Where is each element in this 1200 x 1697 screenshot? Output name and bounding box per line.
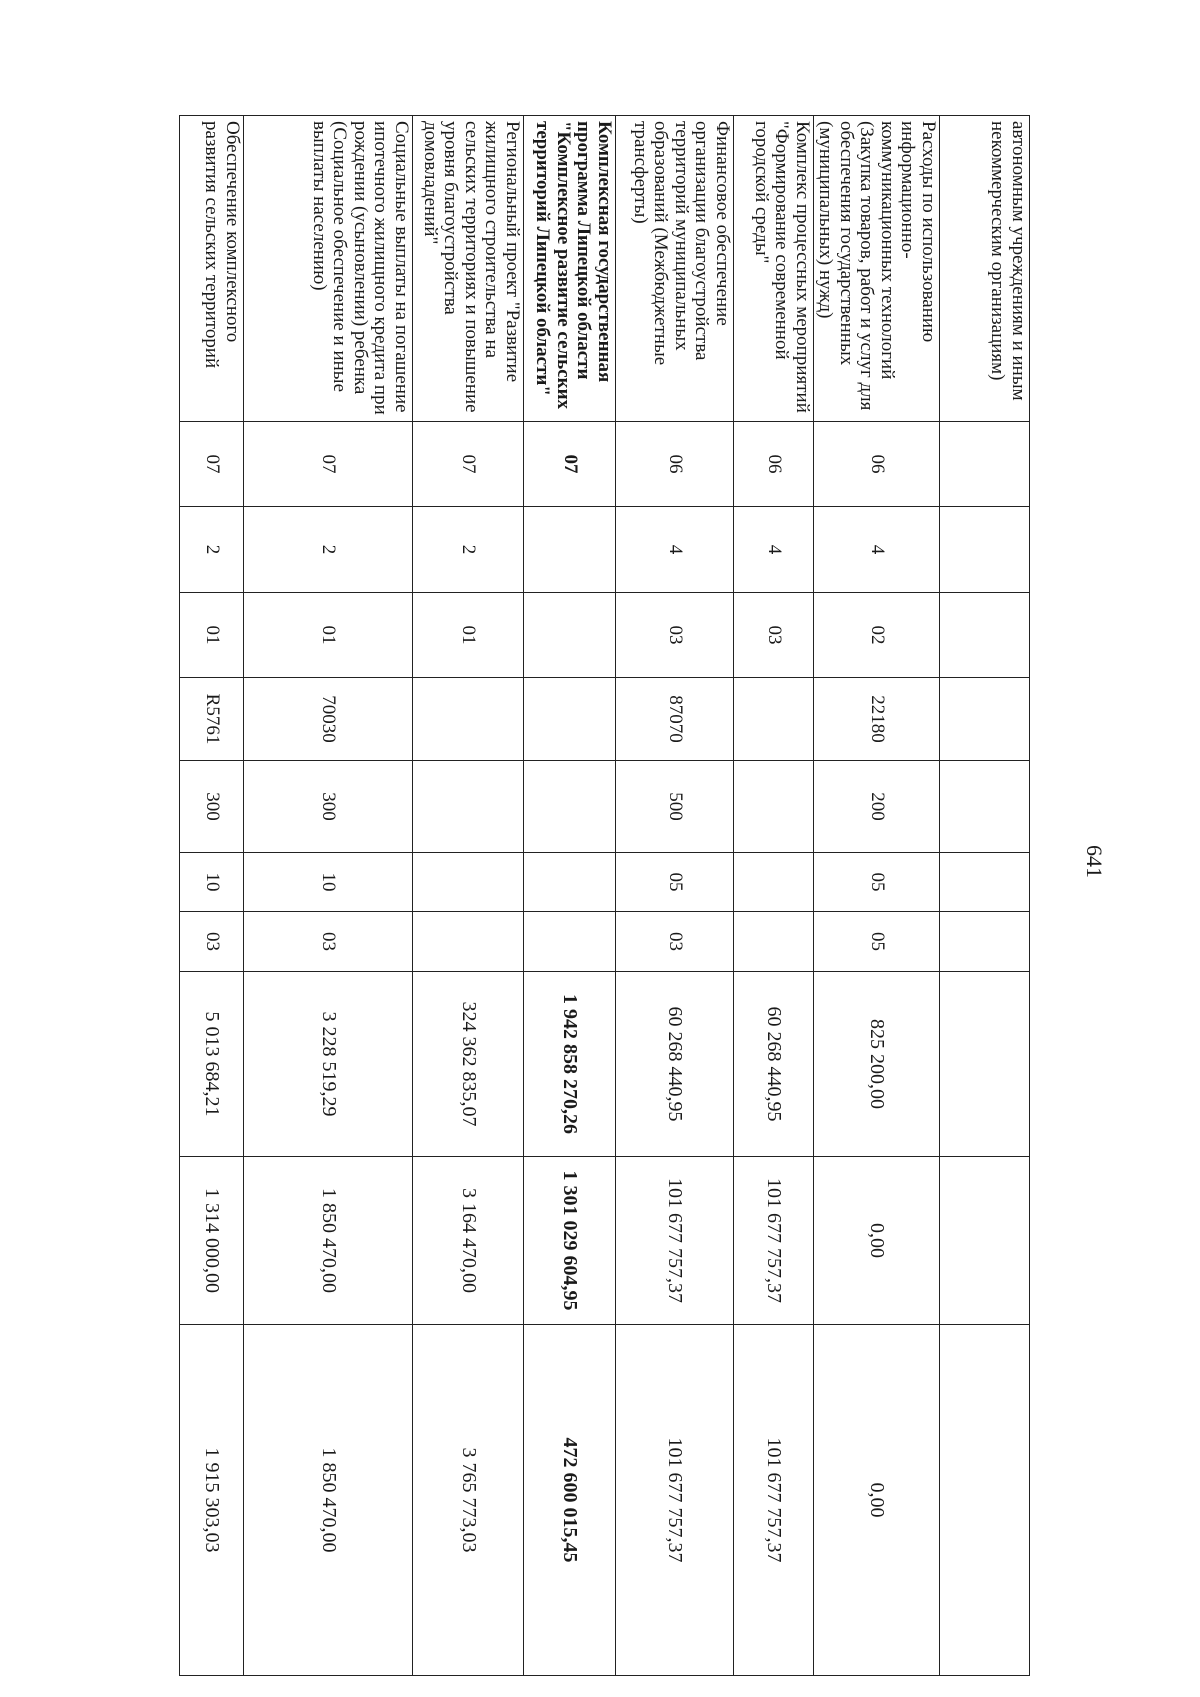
amount-year-3-cell: 472 600 015,45: [523, 1325, 615, 1676]
row-name-cell: Финансовое обеспечение организации благоустройства территорий муниципальных образований (Межбюджетные трансферты): [615, 116, 733, 422]
direction-code-cell: 70030: [243, 678, 412, 761]
section-code-cell: [412, 853, 523, 912]
direction-code-cell: 87070: [615, 678, 733, 761]
amount-year-3-cell: 101 677 757,37: [615, 1325, 733, 1676]
table-row: [615, 116, 733, 1676]
structure-element-code-cell: 01: [243, 593, 412, 678]
table-row: [813, 116, 939, 1676]
direction-code-cell: [733, 678, 813, 761]
section-code-cell: [523, 853, 615, 912]
amount-year-2-cell: 101 677 757,37: [733, 1157, 813, 1325]
table-row: [179, 116, 243, 1676]
subprogram-code-cell: [523, 507, 615, 593]
amount-year-3-cell: 0,00: [813, 1325, 939, 1676]
amount-year-1-cell: 60 268 440,95: [733, 972, 813, 1157]
subprogram-code-cell: 2: [179, 507, 243, 593]
amount-year-1-cell: 60 268 440,95: [615, 972, 733, 1157]
expense-type-cell: [940, 761, 1030, 853]
structure-element-code-cell: 02: [813, 593, 939, 678]
amount-year-2-cell: 1 301 029 604,95: [523, 1157, 615, 1325]
subsection-code-cell: [523, 912, 615, 972]
amount-year-1-cell: [940, 972, 1030, 1157]
subprogram-code-cell: 2: [243, 507, 412, 593]
subprogram-code-cell: 4: [615, 507, 733, 593]
direction-code-cell: [412, 678, 523, 761]
direction-code-cell: [940, 678, 1030, 761]
section-code-cell: [733, 853, 813, 912]
section-code-cell: 05: [813, 853, 939, 912]
direction-code-cell: 22180: [813, 678, 939, 761]
amount-year-2-cell: 1 314 000,00: [179, 1157, 243, 1325]
amount-year-2-cell: 1 850 470,00: [243, 1157, 412, 1325]
amount-year-2-cell: 101 677 757,37: [615, 1157, 733, 1325]
amount-year-2-cell: 0,00: [813, 1157, 939, 1325]
amount-year-3-cell: 1 850 470,00: [243, 1325, 412, 1676]
subprogram-code-cell: 2: [412, 507, 523, 593]
direction-code-cell: R5761: [179, 678, 243, 761]
amount-year-1-cell: 324 362 835,07: [412, 972, 523, 1157]
structure-element-code-cell: 03: [733, 593, 813, 678]
amount-year-3-cell: [940, 1325, 1030, 1676]
program-code-cell: [940, 422, 1030, 507]
program-code-cell: 07: [179, 422, 243, 507]
amount-year-3-cell: 1 915 303,03: [179, 1325, 243, 1676]
program-code-cell: 06: [733, 422, 813, 507]
structure-element-code-cell: [523, 593, 615, 678]
expense-type-cell: [733, 761, 813, 853]
amount-year-1-cell: 5 013 684,21: [179, 972, 243, 1157]
table-row: [412, 116, 523, 1676]
program-code-cell: 07: [523, 422, 615, 507]
row-name-cell: Комплексная государственная программа Липецкой области "Комплексное развитие сельских территорий Липецкой области": [523, 116, 615, 422]
program-code-cell: 07: [243, 422, 412, 507]
table-row: [940, 116, 1030, 1676]
table-row: [523, 116, 615, 1676]
subsection-code-cell: [412, 912, 523, 972]
expense-type-cell: 300: [179, 761, 243, 853]
amount-year-2-cell: 3 164 470,00: [412, 1157, 523, 1325]
structure-element-code-cell: 01: [412, 593, 523, 678]
expense-type-cell: 200: [813, 761, 939, 853]
program-code-cell: 06: [615, 422, 733, 507]
subsection-code-cell: 03: [179, 912, 243, 972]
row-name-cell: Обеспечение комплексного развития сельских территорий: [179, 116, 243, 422]
direction-code-cell: [523, 678, 615, 761]
table-row: [243, 116, 412, 1676]
budget-table-sheet: [201, 115, 1030, 1675]
amount-year-1-cell: 1 942 858 270,26: [523, 972, 615, 1157]
expense-type-cell: 300: [243, 761, 412, 853]
subprogram-code-cell: 4: [813, 507, 939, 593]
table-row: [733, 116, 813, 1676]
subprogram-code-cell: 4: [733, 507, 813, 593]
row-name-cell: автономным учреждениям и иным некоммерческим организациям): [940, 116, 1030, 422]
expense-type-cell: [523, 761, 615, 853]
row-name-cell: Социальные выплаты на погашение ипотечного жилищного кредита при рождении (усыновлении) ребенка (Социальное обеспечение и иные выплаты населению): [243, 116, 412, 422]
structure-element-code-cell: [940, 593, 1030, 678]
structure-element-code-cell: 03: [615, 593, 733, 678]
amount-year-1-cell: 825 200,00: [813, 972, 939, 1157]
program-code-cell: 06: [813, 422, 939, 507]
amount-year-3-cell: 101 677 757,37: [733, 1325, 813, 1676]
subprogram-code-cell: [940, 507, 1030, 593]
expense-type-cell: 500: [615, 761, 733, 853]
amount-year-1-cell: 3 228 519,29: [243, 972, 412, 1157]
amount-year-3-cell: 3 765 773,03: [412, 1325, 523, 1676]
section-code-cell: [940, 853, 1030, 912]
page-number: 641: [1082, 845, 1107, 878]
expense-type-cell: [412, 761, 523, 853]
subsection-code-cell: 05: [813, 912, 939, 972]
row-name-cell: Расходы по использованию информационно-коммуникационных технологий (Закупка товаров, работ и услуг для обеспечения государственных (муниципальных) нужд): [813, 116, 939, 422]
section-code-cell: 05: [615, 853, 733, 912]
program-code-cell: 07: [412, 422, 523, 507]
subsection-code-cell: [733, 912, 813, 972]
subsection-code-cell: 03: [243, 912, 412, 972]
subsection-code-cell: 03: [615, 912, 733, 972]
section-code-cell: 10: [179, 853, 243, 912]
structure-element-code-cell: 01: [179, 593, 243, 678]
row-name-cell: Комплекс процессных мероприятий "Формирование современной городской среды": [733, 116, 813, 422]
subsection-code-cell: [940, 912, 1030, 972]
row-name-cell: Региональный проект "Развитие жилищного строительства на сельских территориях и повышение уровня благоустройства домовладений": [412, 116, 523, 422]
budget-table: [179, 115, 1030, 1676]
amount-year-2-cell: [940, 1157, 1030, 1325]
section-code-cell: 10: [243, 853, 412, 912]
